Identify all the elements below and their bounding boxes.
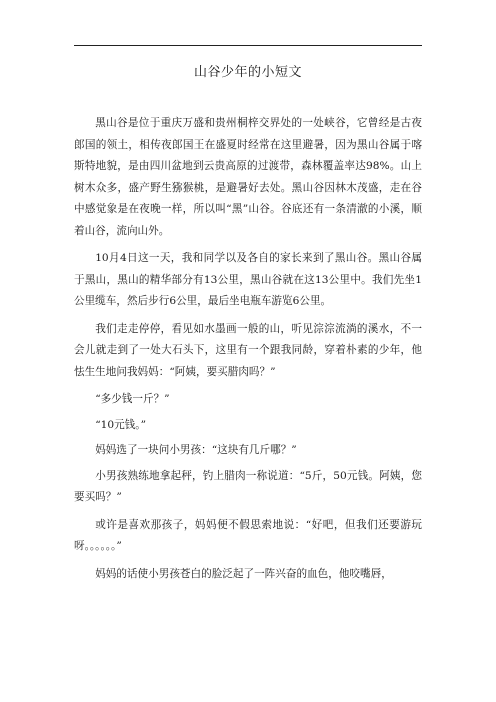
paragraph: 或许是喜欢那孩子，妈妈便不假思索地说：“好吧，但我们还要游玩呀。。。。。。” (74, 518, 422, 552)
page-title: 山谷少年的小短文 (193, 65, 302, 80)
paragraph: “10元钱。” (95, 418, 146, 431)
paragraph: 我们走走停停，看见如水墨画一般的山，听见淙淙流淌的溪水，不一会儿就走到了一处大石头下，这里有一个跟我同龄，穿着朴素的少年，他怯生生地问我妈妈：“阿姨，要买腊肉吗？” (74, 322, 422, 378)
paragraph: 黑山谷是位于重庆万盛和贵州桐梓交界处的一处峡谷，它曾经是古夜郎国的领土，相传夜郎国王在盛夏时经常在这里避暑，因为黑山谷属于喀斯特地貌，是由四川盆地到云贵高原的过渡带，森林覆盖率达98%。山上树木众多，盛产野生猕猴桃，是避暑好去处。黑山谷因林木茂盛，走在谷中感觉象是在夜晚一样，所以叫“黑”山谷。谷底还有一条清澈的小溪，顺着山谷，流向山外。 (74, 117, 422, 237)
paragraph: 小男孩熟练地拿起秤，钓上腊肉一称说道：“5斤，50元钱。阿姨，您要买吗？” (74, 469, 422, 503)
paragraph: 妈妈的话使小男孩苍白的脸泛起了一阵兴奋的血色，他咬嘴唇， (95, 567, 392, 580)
header-rule (74, 45, 422, 46)
paragraph: 10月4日这一天，我和同学以及各自的家长来到了黑山谷。黑山谷属于黑山，黑山的精华部分有13公里，黑山谷就在这13公里中。我们先坐1公里缆车，然后步行6公里，最后坐电瓶车游览6公里。 (74, 252, 422, 307)
body-text (74, 113, 422, 591)
paragraph: 妈妈选了一块问小男孩：“这块有几斤哪？” (95, 444, 297, 456)
paragraph: “多少钱一斤？” (95, 393, 170, 405)
